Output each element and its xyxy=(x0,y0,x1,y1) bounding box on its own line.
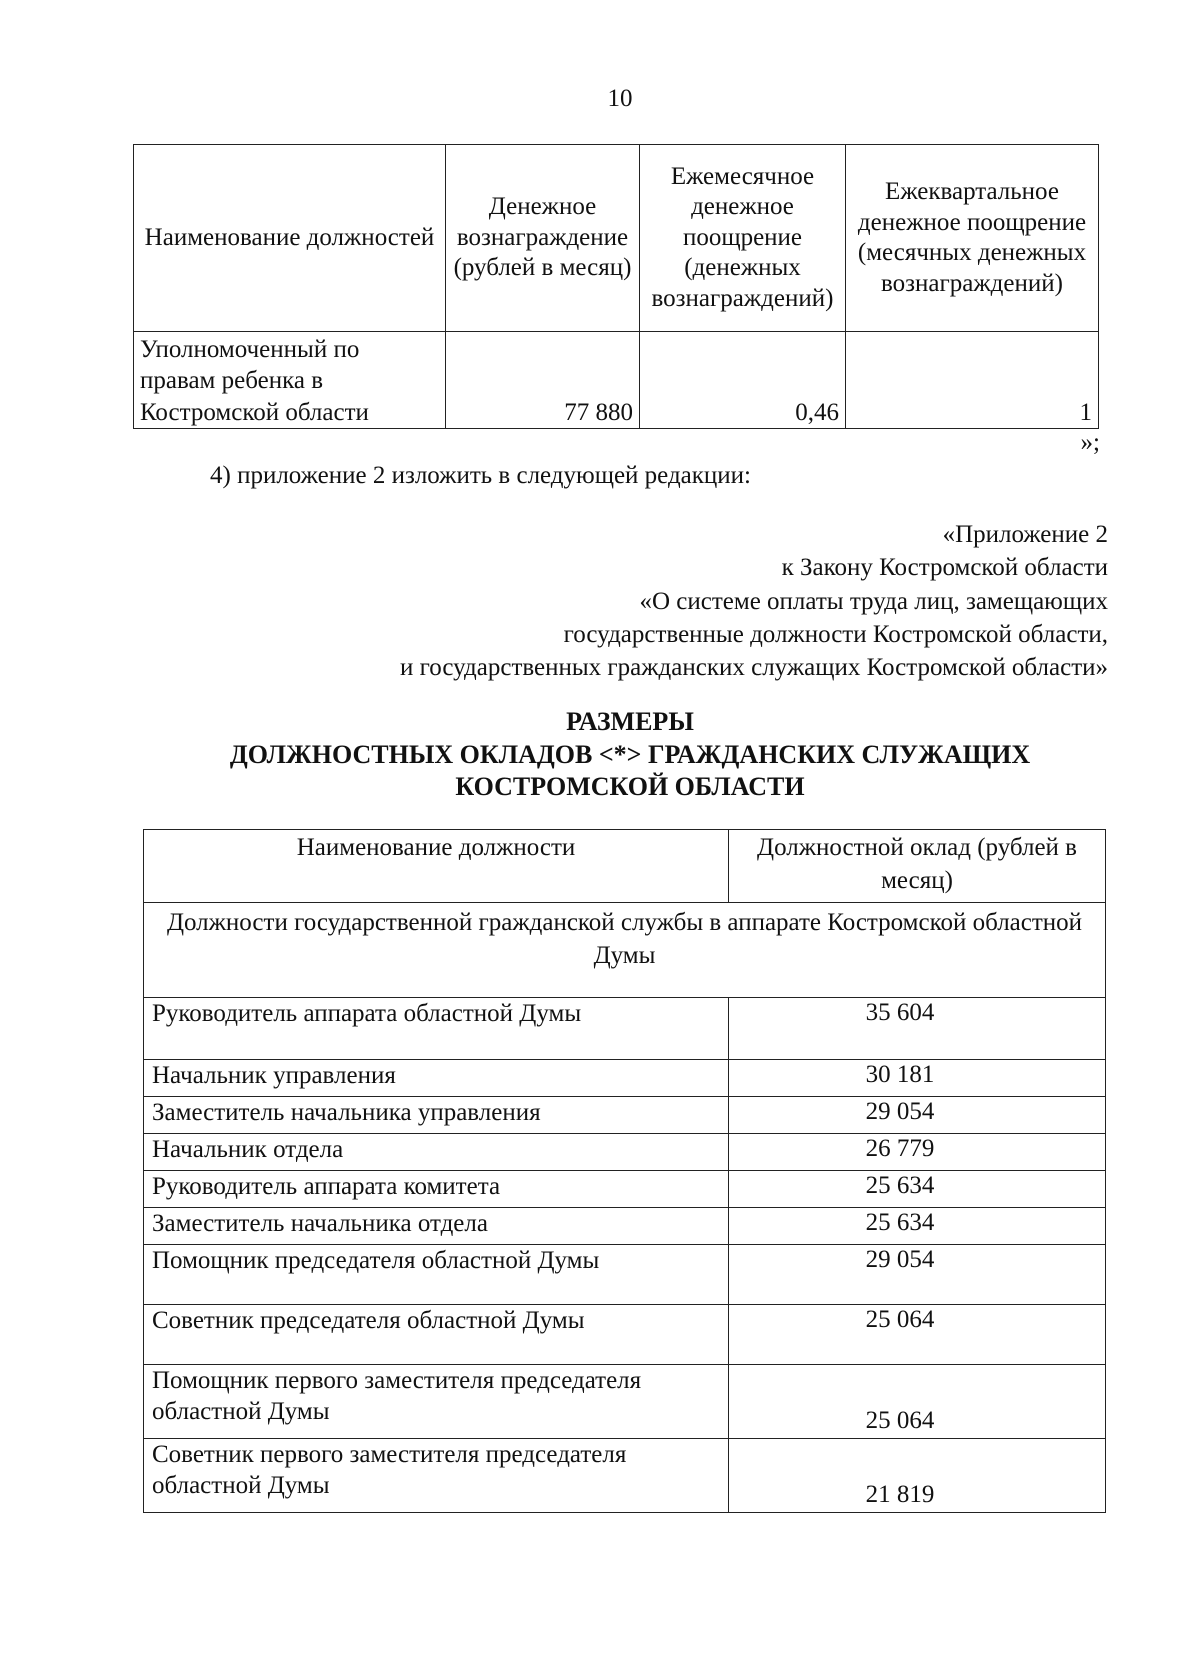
salary-cell: 29 054 xyxy=(729,1245,1106,1305)
salary-table xyxy=(143,829,1106,1513)
section-row xyxy=(144,903,1106,998)
table-row xyxy=(144,1245,1106,1305)
salary-cell: 25 634 xyxy=(729,1208,1106,1245)
salary-cell: 30 181 xyxy=(729,1060,1106,1097)
salary-table-header-row xyxy=(144,830,1106,903)
table-row xyxy=(144,1208,1106,1245)
position-cell: Советник председателя областной Думы xyxy=(144,1305,729,1365)
page-number: 10 xyxy=(607,85,633,112)
salary-cell: 35 604 xyxy=(729,998,1106,1060)
position-cell: Начальник отдела xyxy=(144,1134,729,1171)
table-row xyxy=(144,1097,1106,1134)
salary-cell: 25 634 xyxy=(729,1171,1106,1208)
table-row xyxy=(144,1171,1106,1208)
table-row xyxy=(144,998,1106,1060)
row-position: Уполномоченный по правам ребенка в Костромской области xyxy=(134,332,446,429)
position-cell: Помощник председателя областной Думы xyxy=(144,1245,729,1305)
header-quarterly-bonus: Ежеквартальное денежное поощрение (месячных денежных вознаграждений) xyxy=(846,145,1099,332)
salary-cell: 21 819 xyxy=(729,1439,1106,1513)
appendix-line: «Приложение 2 xyxy=(942,521,1108,548)
appendix-header xyxy=(208,518,1108,684)
header-monthly-bonus: Ежемесячное денежное поощрение (денежных вознаграждений) xyxy=(640,145,846,332)
appendix-line: «О системе оплаты труда лиц, замещающих xyxy=(639,587,1108,615)
row-monthly: 0,46 xyxy=(640,332,846,429)
position-cell: Руководитель аппарата комитета xyxy=(144,1171,729,1208)
table-row xyxy=(144,1305,1106,1365)
appendix-line: государственные должности Костромской области, xyxy=(563,620,1108,648)
table-row xyxy=(134,332,1099,429)
title-line: ДОЛЖНОСТНЫХ ОКЛАДОВ <*> ГРАЖДАНСКИХ СЛУЖАЩИХ xyxy=(229,739,1031,769)
table-row xyxy=(144,1060,1106,1097)
table-row xyxy=(144,1439,1106,1513)
header-salary: Должностной оклад (рублей в месяц) xyxy=(729,830,1106,903)
position-cell: Заместитель начальника управления xyxy=(144,1097,729,1134)
position-cell: Начальник управления xyxy=(144,1060,729,1097)
header-position-name: Наименование должности xyxy=(144,830,729,903)
table-row xyxy=(144,1365,1106,1439)
position-cell: Помощник первого заместителя председателя областной Думы xyxy=(144,1365,729,1439)
document-title xyxy=(140,706,1120,804)
salary-cell: 29 054 xyxy=(729,1097,1106,1134)
position-cell: Руководитель аппарата областной Думы xyxy=(144,998,729,1060)
appendix-line: и государственных гражданских служащих Костромской области» xyxy=(399,654,1108,681)
reward-table-header-row xyxy=(134,145,1099,332)
table-row xyxy=(144,1134,1106,1171)
position-cell: Заместитель начальника отдела xyxy=(144,1208,729,1245)
row-quarterly: 1 xyxy=(846,332,1099,429)
salary-cell: 26 779 xyxy=(729,1134,1106,1171)
title-line: РАЗМЕРЫ xyxy=(566,707,694,736)
section-title: Должности государственной гражданской службы в аппарате Костромской областной Думы xyxy=(144,903,1106,998)
position-cell: Советник первого заместителя председателя областной Думы xyxy=(144,1439,729,1513)
salary-cell: 25 064 xyxy=(729,1305,1106,1365)
reward-table xyxy=(133,144,1099,429)
salary-cell: 25 064 xyxy=(729,1365,1106,1439)
header-monetary-reward: Денежное вознаграждение (рублей в месяц) xyxy=(446,145,640,332)
amendment-text: 4) приложение 2 изложить в следующей редакции: xyxy=(210,462,751,489)
title-line: КОСТРОМСКОЙ ОБЛАСТИ xyxy=(455,772,805,801)
row-reward: 77 880 xyxy=(446,332,640,429)
closing-quote: »; xyxy=(1080,429,1100,456)
header-position-names: Наименование должностей xyxy=(134,145,446,332)
appendix-line: к Закону Костромской области xyxy=(781,554,1108,582)
